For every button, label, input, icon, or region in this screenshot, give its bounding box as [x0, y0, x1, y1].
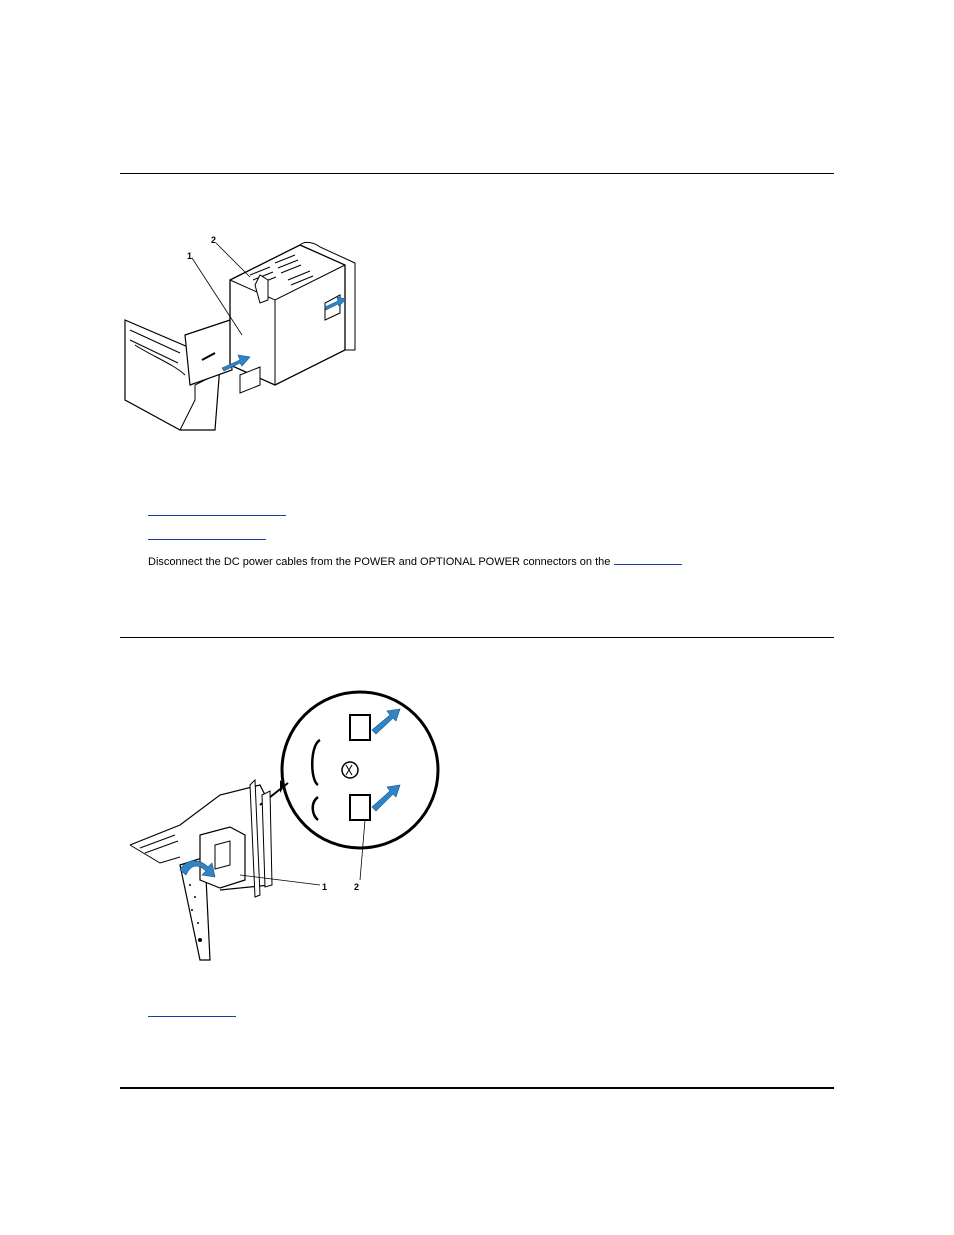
figure1-callout-2: 2: [211, 235, 217, 245]
figure1-callout-1: 1: [187, 251, 193, 261]
figure2-callout-2: 2: [354, 882, 360, 892]
link-step-next[interactable]: [148, 1016, 236, 1017]
step-disconnect-label: Disconnect the DC power cables from the POWER and OPTIONAL POWER connectors on the: [148, 556, 611, 568]
section-divider-bottom: [120, 1087, 834, 1089]
figure2-callout-1: 1: [322, 882, 328, 892]
link-step-2[interactable]: [148, 539, 266, 540]
link-step-1[interactable]: [148, 515, 286, 516]
system-board-link[interactable]: [614, 556, 682, 565]
section-divider-middle: [120, 637, 834, 638]
dc-power-connector-illustration: [120, 685, 440, 965]
section-divider-top: [120, 173, 834, 174]
step-disconnect-text: [148, 556, 682, 568]
power-supply-illustration: [120, 225, 360, 440]
